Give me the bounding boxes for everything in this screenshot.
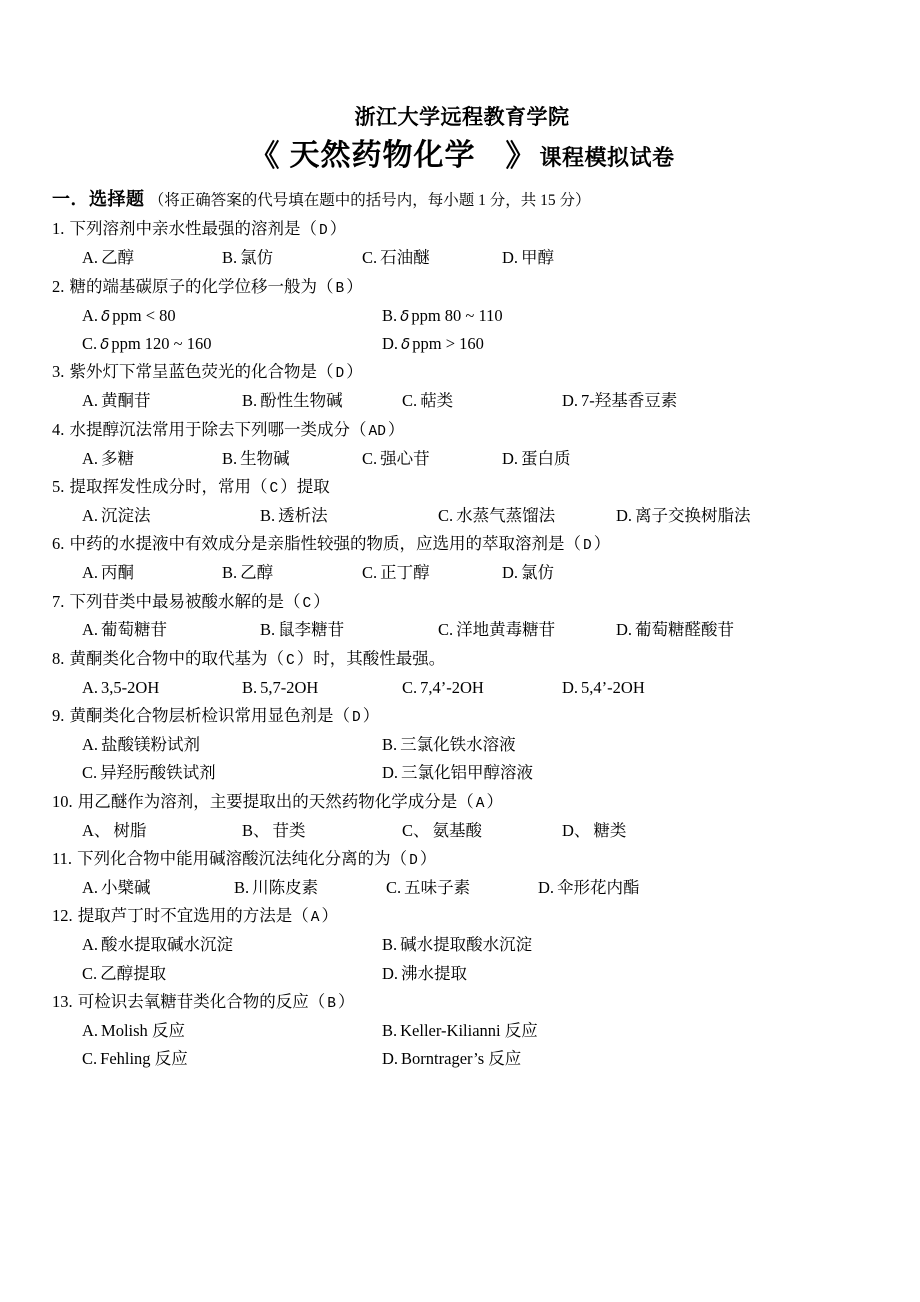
- answer-value[interactable]: C: [302, 595, 312, 612]
- option-text: 三氯化铝甲醇溶液: [401, 763, 534, 783]
- question-number: 3.: [52, 362, 65, 382]
- question-text: 下列苷类中最易被酸水解的是（: [69, 591, 301, 611]
- option-choice[interactable]: [82, 731, 382, 759]
- option-marker: B.: [382, 735, 398, 755]
- question-block: [52, 788, 872, 845]
- option-text: 乙醇: [240, 563, 274, 583]
- option-marker: C.: [402, 391, 418, 411]
- answer-value[interactable]: C: [269, 480, 279, 497]
- option-row: [52, 1017, 872, 1045]
- section-note: （将正确答案的代号填在题中的括号内，每小题 1 分，共 15 分）: [148, 192, 591, 210]
- question-block: [52, 416, 872, 473]
- option-marker: A.: [82, 935, 99, 955]
- question-stem: [52, 530, 872, 559]
- delta-symbol: δ: [401, 334, 411, 353]
- option-choice[interactable]: [438, 502, 616, 530]
- option-marker: B.: [222, 448, 238, 468]
- question-text: 可检识去氧糖苷类化合物的反应（: [77, 992, 326, 1012]
- question-stem-tail: ）: [346, 362, 363, 382]
- option-text: 葡萄糖苷: [101, 620, 168, 640]
- option-choice[interactable]: [382, 1017, 682, 1045]
- school-name: 浙江大学远程教育学院: [354, 105, 570, 129]
- option-latin-text: 5,4’-2OH: [581, 677, 645, 697]
- option-choice[interactable]: [82, 559, 222, 587]
- option-marker: B.: [382, 305, 398, 325]
- option-marker: C.: [82, 333, 98, 353]
- option-choice[interactable]: [222, 559, 362, 587]
- option-marker: D.: [382, 333, 399, 353]
- option-marker: B.: [234, 878, 250, 898]
- option-text: 丙酮: [101, 563, 135, 583]
- option-marker: A.: [82, 248, 99, 268]
- question-stem: [52, 273, 872, 302]
- question-stem: [52, 988, 872, 1017]
- question-text: 黄酮类化合物层析检识常用显色剂是（: [69, 706, 350, 726]
- option-text: 鼠李糖苷: [278, 620, 345, 640]
- question-list: [52, 215, 872, 1074]
- question-block: [52, 902, 872, 988]
- option-choice[interactable]: [82, 931, 382, 959]
- answer-value[interactable]: D: [583, 538, 592, 555]
- option-marker: B.: [382, 935, 398, 955]
- question-block: [52, 588, 872, 645]
- question-stem-tail: ）: [321, 906, 338, 926]
- option-marker: C.: [438, 620, 454, 640]
- question-block: [52, 988, 872, 1074]
- option-choice[interactable]: [502, 244, 642, 272]
- answer-value[interactable]: B: [327, 996, 336, 1013]
- question-text: 中药的水提液中有效成分是亲脂性较强的物质，应选用的萃取溶剂是（: [69, 534, 581, 554]
- option-row: [52, 559, 872, 587]
- option-marker: A.: [82, 563, 99, 583]
- question-text: 提取挥发性成分时，常用（: [69, 476, 268, 496]
- option-marker: A.: [82, 391, 99, 411]
- option-marker: D.: [562, 391, 579, 411]
- question-number: 13.: [52, 992, 73, 1012]
- option-text: 沸水提取: [401, 963, 468, 983]
- option-text: 小檗碱: [101, 878, 151, 898]
- option-marker: D.: [562, 677, 579, 697]
- option-row: [52, 302, 872, 330]
- question-stem-tail: ）: [362, 706, 380, 726]
- option-row: [52, 616, 872, 644]
- option-latin-text: Keller-Kilianni: [400, 1021, 501, 1041]
- option-choice[interactable]: [402, 817, 562, 845]
- section-label: 一．选择题: [52, 189, 145, 210]
- option-text: 洋地黄毒糖苷: [456, 620, 556, 640]
- option-marker: D、: [562, 820, 591, 840]
- question-stem: [52, 588, 872, 617]
- option-latin-text: Fehling: [100, 1049, 151, 1069]
- question-text: 紫外灯下常呈蓝色荧光的化合物是（: [69, 362, 334, 382]
- option-text: 蛋白质: [521, 448, 571, 468]
- question-text: 水提醇沉法常用于除去下列哪一类成分（: [69, 419, 367, 439]
- option-row: [52, 731, 872, 759]
- bracket-close-icon: 》: [505, 140, 536, 174]
- option-text: 多糖: [101, 448, 135, 468]
- option-choice[interactable]: [382, 330, 682, 358]
- answer-value[interactable]: AD: [368, 423, 386, 440]
- option-choice[interactable]: [82, 387, 242, 415]
- option-choice[interactable]: [82, 502, 260, 530]
- question-block: [52, 215, 872, 272]
- option-row: [52, 330, 872, 358]
- option-text: 反应: [504, 1021, 538, 1041]
- question-number: 12.: [52, 906, 73, 926]
- question-stem-tail: ）: [329, 219, 347, 239]
- option-marker: B.: [260, 620, 276, 640]
- question-text: 下列化合物中能用碱溶酸沉法纯化分离的为（: [77, 849, 408, 869]
- question-number: 4.: [52, 419, 65, 439]
- option-choice[interactable]: [82, 759, 382, 787]
- question-stem: [52, 416, 872, 445]
- question-block: [52, 273, 872, 359]
- option-row: [52, 817, 872, 845]
- course-name: 天然药物化学: [289, 139, 476, 173]
- option-text: 正丁醇: [380, 563, 430, 583]
- option-text: 7-羟基香豆素: [581, 391, 678, 411]
- option-choice[interactable]: [562, 387, 722, 415]
- answer-value[interactable]: C: [286, 652, 295, 669]
- question-block: [52, 358, 872, 415]
- option-choice[interactable]: [82, 330, 382, 358]
- option-text: 葡萄糖醛酸苷: [635, 620, 735, 640]
- option-marker: A.: [82, 448, 99, 468]
- question-stem: [52, 845, 872, 874]
- page-content: [52, 104, 872, 1074]
- option-text: ppm 120 ~ 160: [111, 333, 212, 353]
- option-choice[interactable]: [562, 817, 722, 845]
- option-marker: C.: [82, 1049, 98, 1069]
- delta-symbol: δ: [400, 306, 410, 325]
- question-block: [52, 473, 872, 530]
- option-row: [52, 759, 872, 787]
- option-text: 反应: [488, 1049, 522, 1069]
- option-marker: A.: [82, 735, 99, 755]
- option-marker: B.: [242, 677, 258, 697]
- option-text: 氨基酸: [432, 820, 483, 840]
- option-marker: A.: [82, 878, 99, 898]
- option-latin-text: 3,5-2OH: [101, 677, 160, 697]
- option-marker: A、: [82, 820, 111, 840]
- question-stem: [52, 645, 872, 674]
- option-choice[interactable]: [222, 445, 362, 473]
- option-choice[interactable]: [234, 874, 386, 902]
- question-block: [52, 645, 872, 702]
- option-latin-text: 7,4’-2OH: [420, 677, 484, 697]
- option-choice[interactable]: [242, 674, 402, 702]
- option-choice[interactable]: [242, 817, 402, 845]
- option-row: [52, 502, 872, 530]
- option-marker: D.: [616, 620, 633, 640]
- option-text: 反应: [154, 1049, 188, 1069]
- option-marker: C.: [82, 963, 98, 983]
- question-text: 糖的端基碳原子的化学位移一般为（: [69, 276, 334, 296]
- answer-value[interactable]: D: [319, 223, 328, 240]
- option-marker: B.: [222, 563, 238, 583]
- option-marker: B.: [260, 505, 276, 525]
- option-text: 盐酸镁粉试剂: [101, 735, 201, 755]
- option-marker: B.: [242, 391, 258, 411]
- option-text: 强心苷: [380, 448, 430, 468]
- bracket-open-icon: 《: [249, 140, 280, 174]
- option-marker: C、: [402, 820, 430, 840]
- option-choice[interactable]: [616, 616, 794, 644]
- question-stem-tail: ）: [486, 791, 503, 811]
- question-number: 11.: [52, 849, 73, 869]
- option-marker: D.: [382, 1049, 399, 1069]
- question-stem-tail: ）: [313, 591, 330, 611]
- option-marker: C.: [362, 448, 378, 468]
- question-stem-tail: ）时，其酸性最强。: [296, 648, 446, 668]
- option-text: 乙醇提取: [100, 963, 167, 983]
- option-choice[interactable]: [402, 674, 562, 702]
- delta-symbol: δ: [101, 306, 111, 325]
- title-suffix: 课程模拟试卷: [539, 145, 675, 171]
- option-choice[interactable]: [260, 502, 438, 530]
- question-number: 10.: [52, 791, 73, 811]
- option-text: 水蒸气蒸馏法: [456, 505, 556, 525]
- question-number: 1.: [52, 219, 65, 239]
- option-choice[interactable]: [362, 559, 502, 587]
- option-text: 糖类: [593, 820, 627, 840]
- option-row: [52, 674, 872, 702]
- question-stem-tail: ）: [419, 849, 437, 869]
- option-latin-text: Molish: [101, 1021, 148, 1041]
- option-text: 石油醚: [380, 248, 430, 268]
- option-text: 酸水提取碱水沉淀: [101, 935, 234, 955]
- question-block: [52, 530, 872, 587]
- option-marker: D.: [502, 448, 519, 468]
- option-row: [52, 931, 872, 959]
- question-number: 7.: [52, 591, 65, 611]
- option-choice[interactable]: [382, 931, 682, 959]
- option-text: 苷类: [272, 820, 306, 840]
- option-text: 黄酮苷: [101, 391, 151, 411]
- option-text: ppm 80 ~ 110: [411, 305, 503, 325]
- option-marker: A.: [82, 1021, 99, 1041]
- option-row: [52, 960, 872, 988]
- option-choice[interactable]: [616, 502, 794, 530]
- option-latin-text: 5,7-2OH: [260, 677, 319, 697]
- option-row: [52, 445, 872, 473]
- option-text: 异羟肟酸铁试剂: [100, 763, 216, 783]
- option-choice[interactable]: [562, 674, 722, 702]
- option-marker: C.: [362, 248, 378, 268]
- option-row: [52, 244, 872, 272]
- question-number: 9.: [52, 706, 65, 726]
- option-text: 沉淀法: [101, 505, 151, 525]
- option-marker: D.: [502, 248, 519, 268]
- answer-value[interactable]: A: [475, 795, 485, 812]
- option-choice[interactable]: [386, 874, 538, 902]
- option-text: 透析法: [278, 505, 328, 525]
- option-marker: A.: [82, 505, 99, 525]
- option-text: 五味子素: [404, 878, 471, 898]
- option-choice[interactable]: [538, 874, 690, 902]
- question-stem: [52, 473, 872, 502]
- question-stem-tail: ）: [337, 992, 355, 1012]
- option-text: 酚性生物碱: [260, 391, 343, 411]
- option-choice[interactable]: [82, 445, 222, 473]
- delta-symbol: δ: [100, 334, 110, 353]
- question-number: 6.: [52, 534, 65, 554]
- option-marker: B.: [222, 248, 238, 268]
- option-marker: D.: [538, 878, 555, 898]
- question-text: 下列溶剂中亲水性最强的溶剂是（: [69, 219, 317, 239]
- option-choice[interactable]: [82, 302, 382, 330]
- question-stem: [52, 215, 872, 244]
- option-text: 甲醇: [521, 248, 555, 268]
- question-stem: [52, 902, 872, 931]
- question-text: 用乙醚作为溶剂，主要提取出的天然药物化学成分是（: [77, 791, 474, 811]
- question-number: 5.: [52, 476, 65, 496]
- option-marker: C.: [362, 563, 378, 583]
- answer-value[interactable]: A: [310, 910, 320, 927]
- question-text: 提取芦丁时不宜选用的方法是（: [77, 906, 309, 926]
- option-text: ppm > 160: [412, 333, 484, 353]
- question-text: 黄酮类化合物中的取代基为（: [69, 648, 284, 668]
- option-row: [52, 387, 872, 415]
- option-choice[interactable]: [242, 387, 402, 415]
- option-choice[interactable]: [502, 445, 642, 473]
- section-heading: [52, 186, 872, 213]
- option-choice[interactable]: [82, 1017, 382, 1045]
- option-row: [52, 874, 872, 902]
- page-title: [52, 136, 872, 176]
- question-stem: [52, 788, 872, 817]
- question-stem-tail: ）: [346, 276, 363, 296]
- option-marker: D.: [382, 763, 399, 783]
- option-text: 伞形花内酯: [557, 878, 640, 898]
- option-marker: C.: [438, 505, 454, 525]
- question-stem: [52, 358, 872, 387]
- option-choice[interactable]: [362, 445, 502, 473]
- option-marker: C.: [82, 763, 98, 783]
- option-marker: C.: [402, 677, 418, 697]
- option-choice[interactable]: [382, 731, 682, 759]
- option-choice[interactable]: [260, 616, 438, 644]
- option-text: 氯仿: [240, 248, 274, 268]
- question-stem-tail: ）: [593, 534, 611, 554]
- option-choice[interactable]: [82, 1045, 382, 1073]
- question-block: [52, 845, 872, 902]
- option-choice[interactable]: [382, 960, 682, 988]
- option-marker: B.: [382, 1021, 398, 1041]
- option-text: 树脂: [113, 820, 147, 840]
- option-marker: B、: [242, 820, 270, 840]
- option-choice[interactable]: [82, 960, 382, 988]
- option-text: ppm < 80: [112, 305, 176, 325]
- option-text: 三氯化铁水溶液: [400, 735, 516, 755]
- question-stem-tail: ）提取: [280, 476, 330, 496]
- option-text: 离子交换树脂法: [635, 505, 751, 525]
- option-marker: A.: [82, 677, 99, 697]
- question-block: [52, 702, 872, 788]
- option-marker: D.: [502, 563, 519, 583]
- option-choice[interactable]: [362, 244, 502, 272]
- answer-value[interactable]: D: [335, 366, 345, 383]
- option-choice[interactable]: [438, 616, 616, 644]
- question-number: 8.: [52, 648, 65, 668]
- option-choice[interactable]: [82, 817, 242, 845]
- option-choice[interactable]: [382, 302, 682, 330]
- option-text: 氯仿: [521, 563, 555, 583]
- answer-value[interactable]: D: [352, 710, 361, 727]
- option-text: 碱水提取酸水沉淀: [400, 935, 533, 955]
- question-stem-tail: ）: [387, 419, 405, 439]
- option-marker: A.: [82, 305, 99, 325]
- option-row: [52, 1045, 872, 1073]
- option-choice[interactable]: [382, 759, 682, 787]
- option-choice[interactable]: [82, 616, 260, 644]
- option-text: 川陈皮素: [252, 878, 319, 898]
- option-marker: D.: [382, 963, 399, 983]
- answer-value[interactable]: D: [409, 853, 418, 870]
- option-text: 萜类: [420, 391, 454, 411]
- option-marker: C.: [386, 878, 402, 898]
- option-marker: A.: [82, 620, 99, 640]
- option-marker: D.: [616, 505, 633, 525]
- option-choice[interactable]: [82, 874, 234, 902]
- option-latin-text: Borntrager’s: [401, 1049, 485, 1069]
- question-number: 2.: [52, 276, 65, 296]
- option-text: 反应: [151, 1021, 185, 1041]
- option-text: 乙醇: [101, 248, 135, 268]
- option-choice[interactable]: [82, 674, 242, 702]
- option-choice[interactable]: [502, 559, 642, 587]
- option-choice[interactable]: [82, 244, 222, 272]
- option-text: 生物碱: [240, 448, 290, 468]
- option-choice[interactable]: [402, 387, 562, 415]
- option-choice[interactable]: [382, 1045, 682, 1073]
- question-stem: [52, 702, 872, 731]
- option-choice[interactable]: [222, 244, 362, 272]
- answer-value[interactable]: B: [335, 280, 345, 297]
